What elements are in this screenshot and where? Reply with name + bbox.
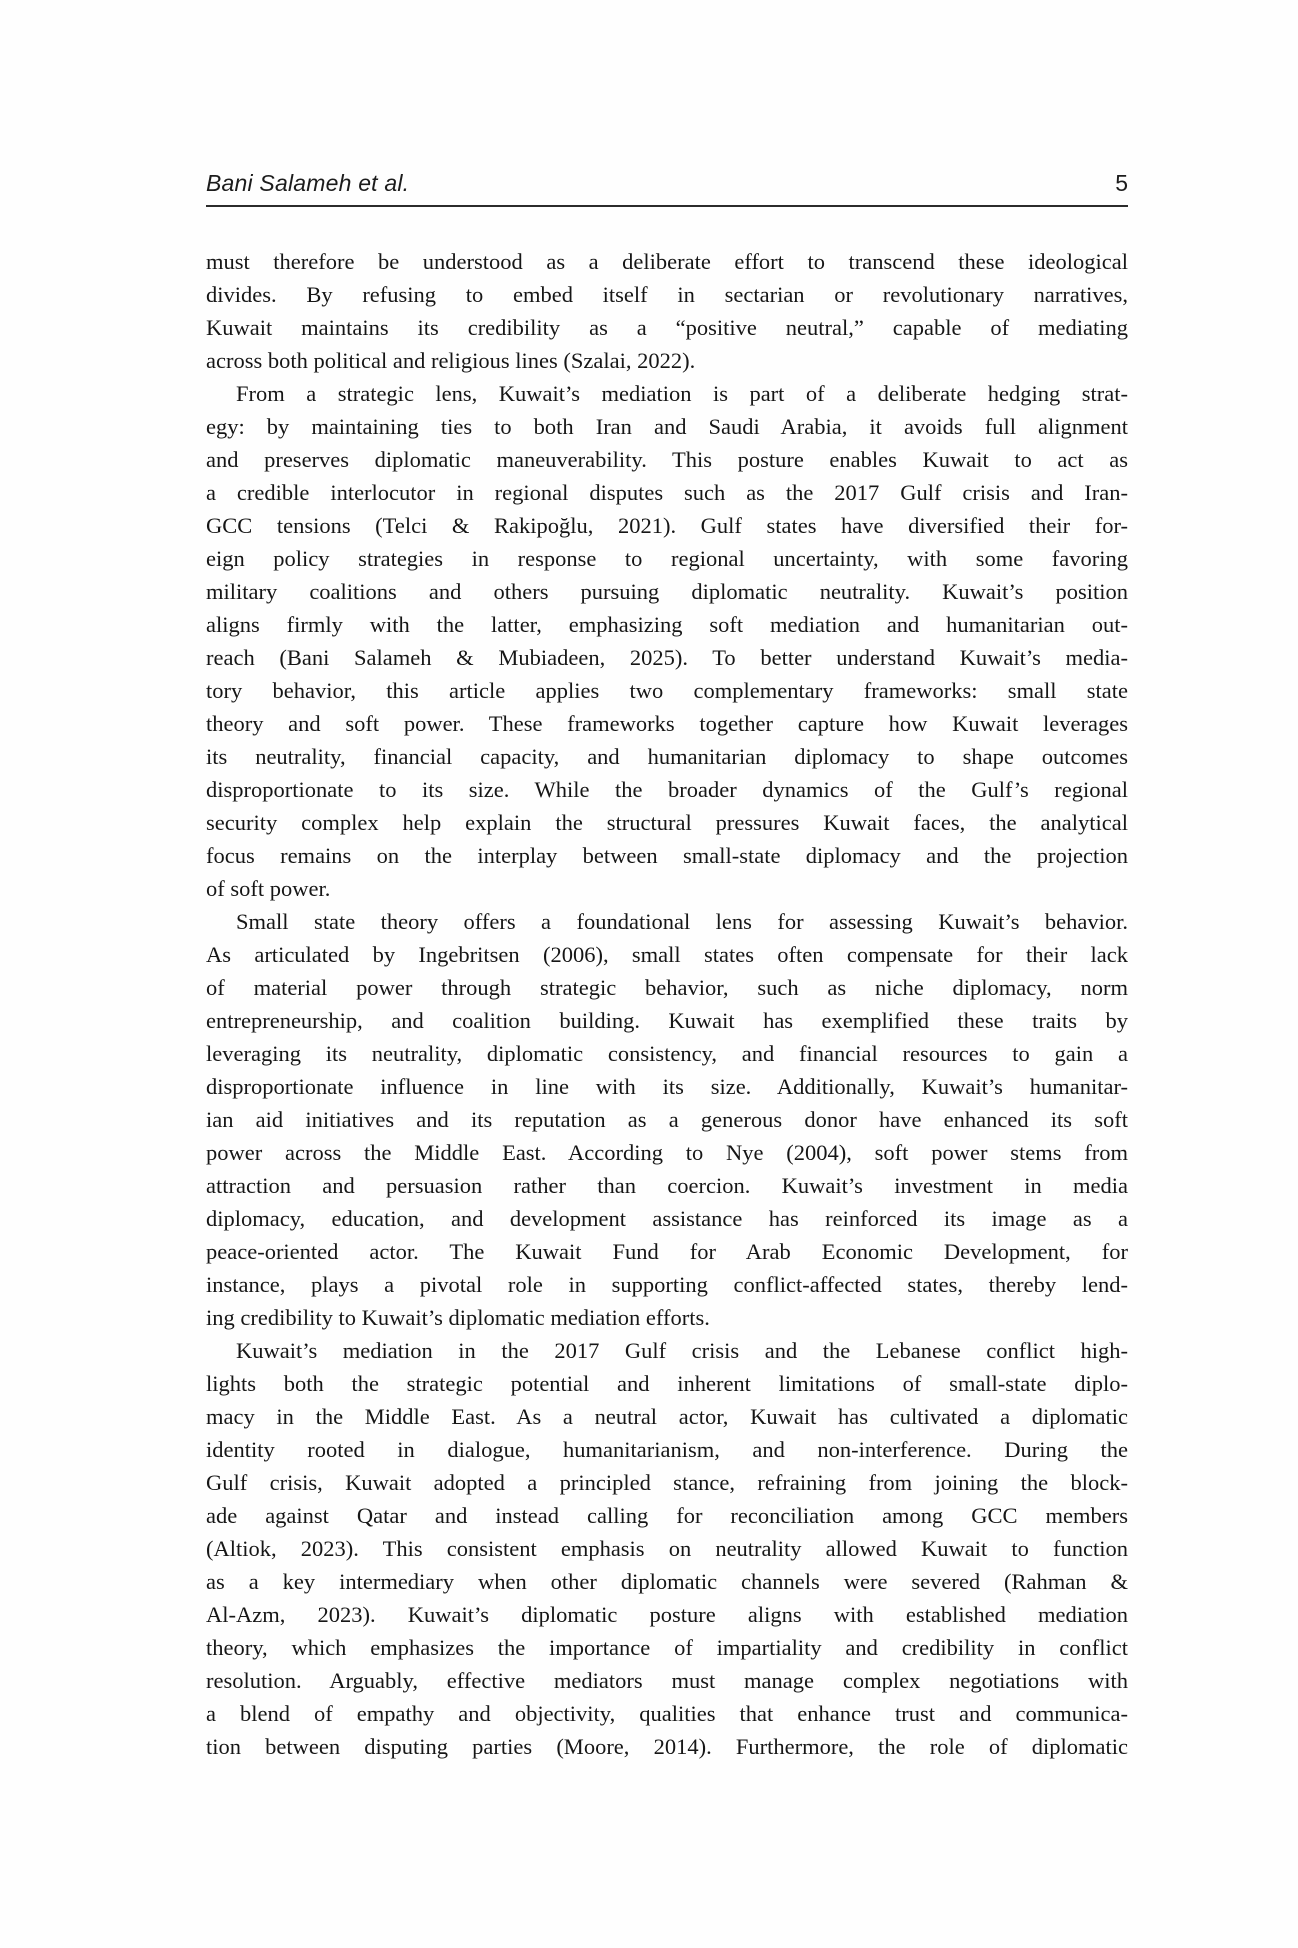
- text-line: lights both the strategic potential and inherent limitations of small-state diplo-: [206, 1371, 1128, 1396]
- text-line: military coalitions and others pursuing diplomatic neutrality. Kuwait’s position: [206, 579, 1128, 604]
- text-line: attraction and persuasion rather than coercion. Kuwait’s investment in media: [206, 1173, 1128, 1198]
- text-line: of material power through strategic behavior, such as niche diplomacy, norm: [206, 975, 1128, 1000]
- text-line: ing credibility to Kuwait’s diplomatic mediation efforts.: [206, 1305, 710, 1330]
- text-line: From a strategic lens, Kuwait’s mediation is part of a deliberate hedging strat-: [236, 381, 1128, 406]
- text-line: (Altiok, 2023). This consistent emphasis on neutrality allowed Kuwait to function: [206, 1536, 1128, 1561]
- text-line: divides. By refusing to embed itself in sectarian or revolutionary narratives,: [206, 282, 1128, 307]
- text-line: tory behavior, this article applies two complementary frameworks: small state: [206, 678, 1128, 703]
- text-line: a credible interlocutor in regional disputes such as the 2017 Gulf crisis and Iran-: [206, 480, 1128, 505]
- text-line: power across the Middle East. According to Nye (2004), soft power stems from: [206, 1140, 1128, 1165]
- text-line: disproportionate influence in line with its size. Additionally, Kuwait’s humanitar-: [206, 1074, 1128, 1099]
- text-line: Gulf crisis, Kuwait adopted a principled stance, refraining from joining the block-: [206, 1470, 1128, 1495]
- text-line: disproportionate to its size. While the broader dynamics of the Gulf’s regional: [206, 777, 1128, 802]
- text-line: across both political and religious lines (Szalai, 2022).: [206, 348, 696, 373]
- text-line: entrepreneurship, and coalition building. Kuwait has exemplified these traits by: [206, 1008, 1128, 1033]
- text-line: diplomacy, education, and development assistance has reinforced its image as a: [206, 1206, 1128, 1231]
- text-line: Kuwait maintains its credibility as a “positive neutral,” capable of mediating: [206, 315, 1128, 340]
- text-line: a blend of empathy and objectivity, qualities that enhance trust and communica-: [206, 1701, 1128, 1726]
- paragraph: [206, 905, 1128, 1334]
- text-line: aligns firmly with the latter, emphasizing soft mediation and humanitarian out-: [206, 612, 1128, 637]
- page-number: 5: [1115, 170, 1128, 196]
- running-author: Bani Salameh et al.: [206, 170, 410, 196]
- text-line: macy in the Middle East. As a neutral actor, Kuwait has cultivated a diplomatic: [206, 1404, 1128, 1429]
- text-line: reach (Bani Salameh & Mubiadeen, 2025). To better understand Kuwait’s media-: [206, 645, 1128, 670]
- text-line: resolution. Arguably, effective mediators must manage complex negotiations with: [206, 1668, 1128, 1693]
- text-line: ade against Qatar and instead calling for reconciliation among GCC members: [206, 1503, 1128, 1528]
- text-line: as a key intermediary when other diplomatic channels were severed (Rahman &: [206, 1569, 1128, 1594]
- text-line: GCC tensions (Telci & Rakipoğlu, 2021). Gulf states have diversified their for-: [206, 513, 1128, 538]
- paragraph: [206, 245, 1128, 377]
- text-line: ian aid initiatives and its reputation as a generous donor have enhanced its soft: [206, 1107, 1128, 1132]
- paragraph: [206, 1334, 1128, 1763]
- text-line: Small state theory offers a foundational lens for assessing Kuwait’s behavior.: [236, 909, 1128, 934]
- text-line: egy: by maintaining ties to both Iran and Saudi Arabia, it avoids full alignment: [206, 414, 1128, 439]
- text-line: tion between disputing parties (Moore, 2014). Furthermore, the role of diplomatic: [206, 1734, 1128, 1759]
- text-line: identity rooted in dialogue, humanitarianism, and non-interference. During the: [206, 1437, 1128, 1462]
- text-line: Kuwait’s mediation in the 2017 Gulf crisis and the Lebanese conflict high-: [236, 1338, 1128, 1363]
- text-line: theory and soft power. These frameworks together capture how Kuwait leverages: [206, 711, 1128, 736]
- text-line: and preserves diplomatic maneuverability. This posture enables Kuwait to act as: [206, 447, 1128, 472]
- paragraph: [206, 377, 1128, 905]
- running-header: [206, 170, 1128, 207]
- text-line: theory, which emphasizes the importance of impartiality and credibility in conflict: [206, 1635, 1128, 1660]
- text-line: must therefore be understood as a deliberate effort to transcend these ideological: [206, 249, 1128, 274]
- text-line: of soft power.: [206, 876, 331, 901]
- text-line: eign policy strategies in response to regional uncertainty, with some favoring: [206, 546, 1128, 571]
- text-line: leveraging its neutrality, diplomatic consistency, and financial resources to gain a: [206, 1041, 1128, 1066]
- text-line: focus remains on the interplay between small-state diplomacy and the projection: [206, 843, 1128, 868]
- text-line: peace-oriented actor. The Kuwait Fund for Arab Economic Development, for: [206, 1239, 1128, 1264]
- text-line: its neutrality, financial capacity, and humanitarian diplomacy to shape outcomes: [206, 744, 1128, 769]
- page-content: [206, 170, 1128, 1763]
- text-line: security complex help explain the structural pressures Kuwait faces, the analytical: [206, 810, 1128, 835]
- text-line: Al-Azm, 2023). Kuwait’s diplomatic posture aligns with established mediation: [206, 1602, 1128, 1627]
- text-line: instance, plays a pivotal role in supporting conflict-affected states, thereby lend-: [206, 1272, 1128, 1297]
- body-text: [206, 245, 1128, 1763]
- text-line: As articulated by Ingebritsen (2006), small states often compensate for their lack: [206, 942, 1128, 967]
